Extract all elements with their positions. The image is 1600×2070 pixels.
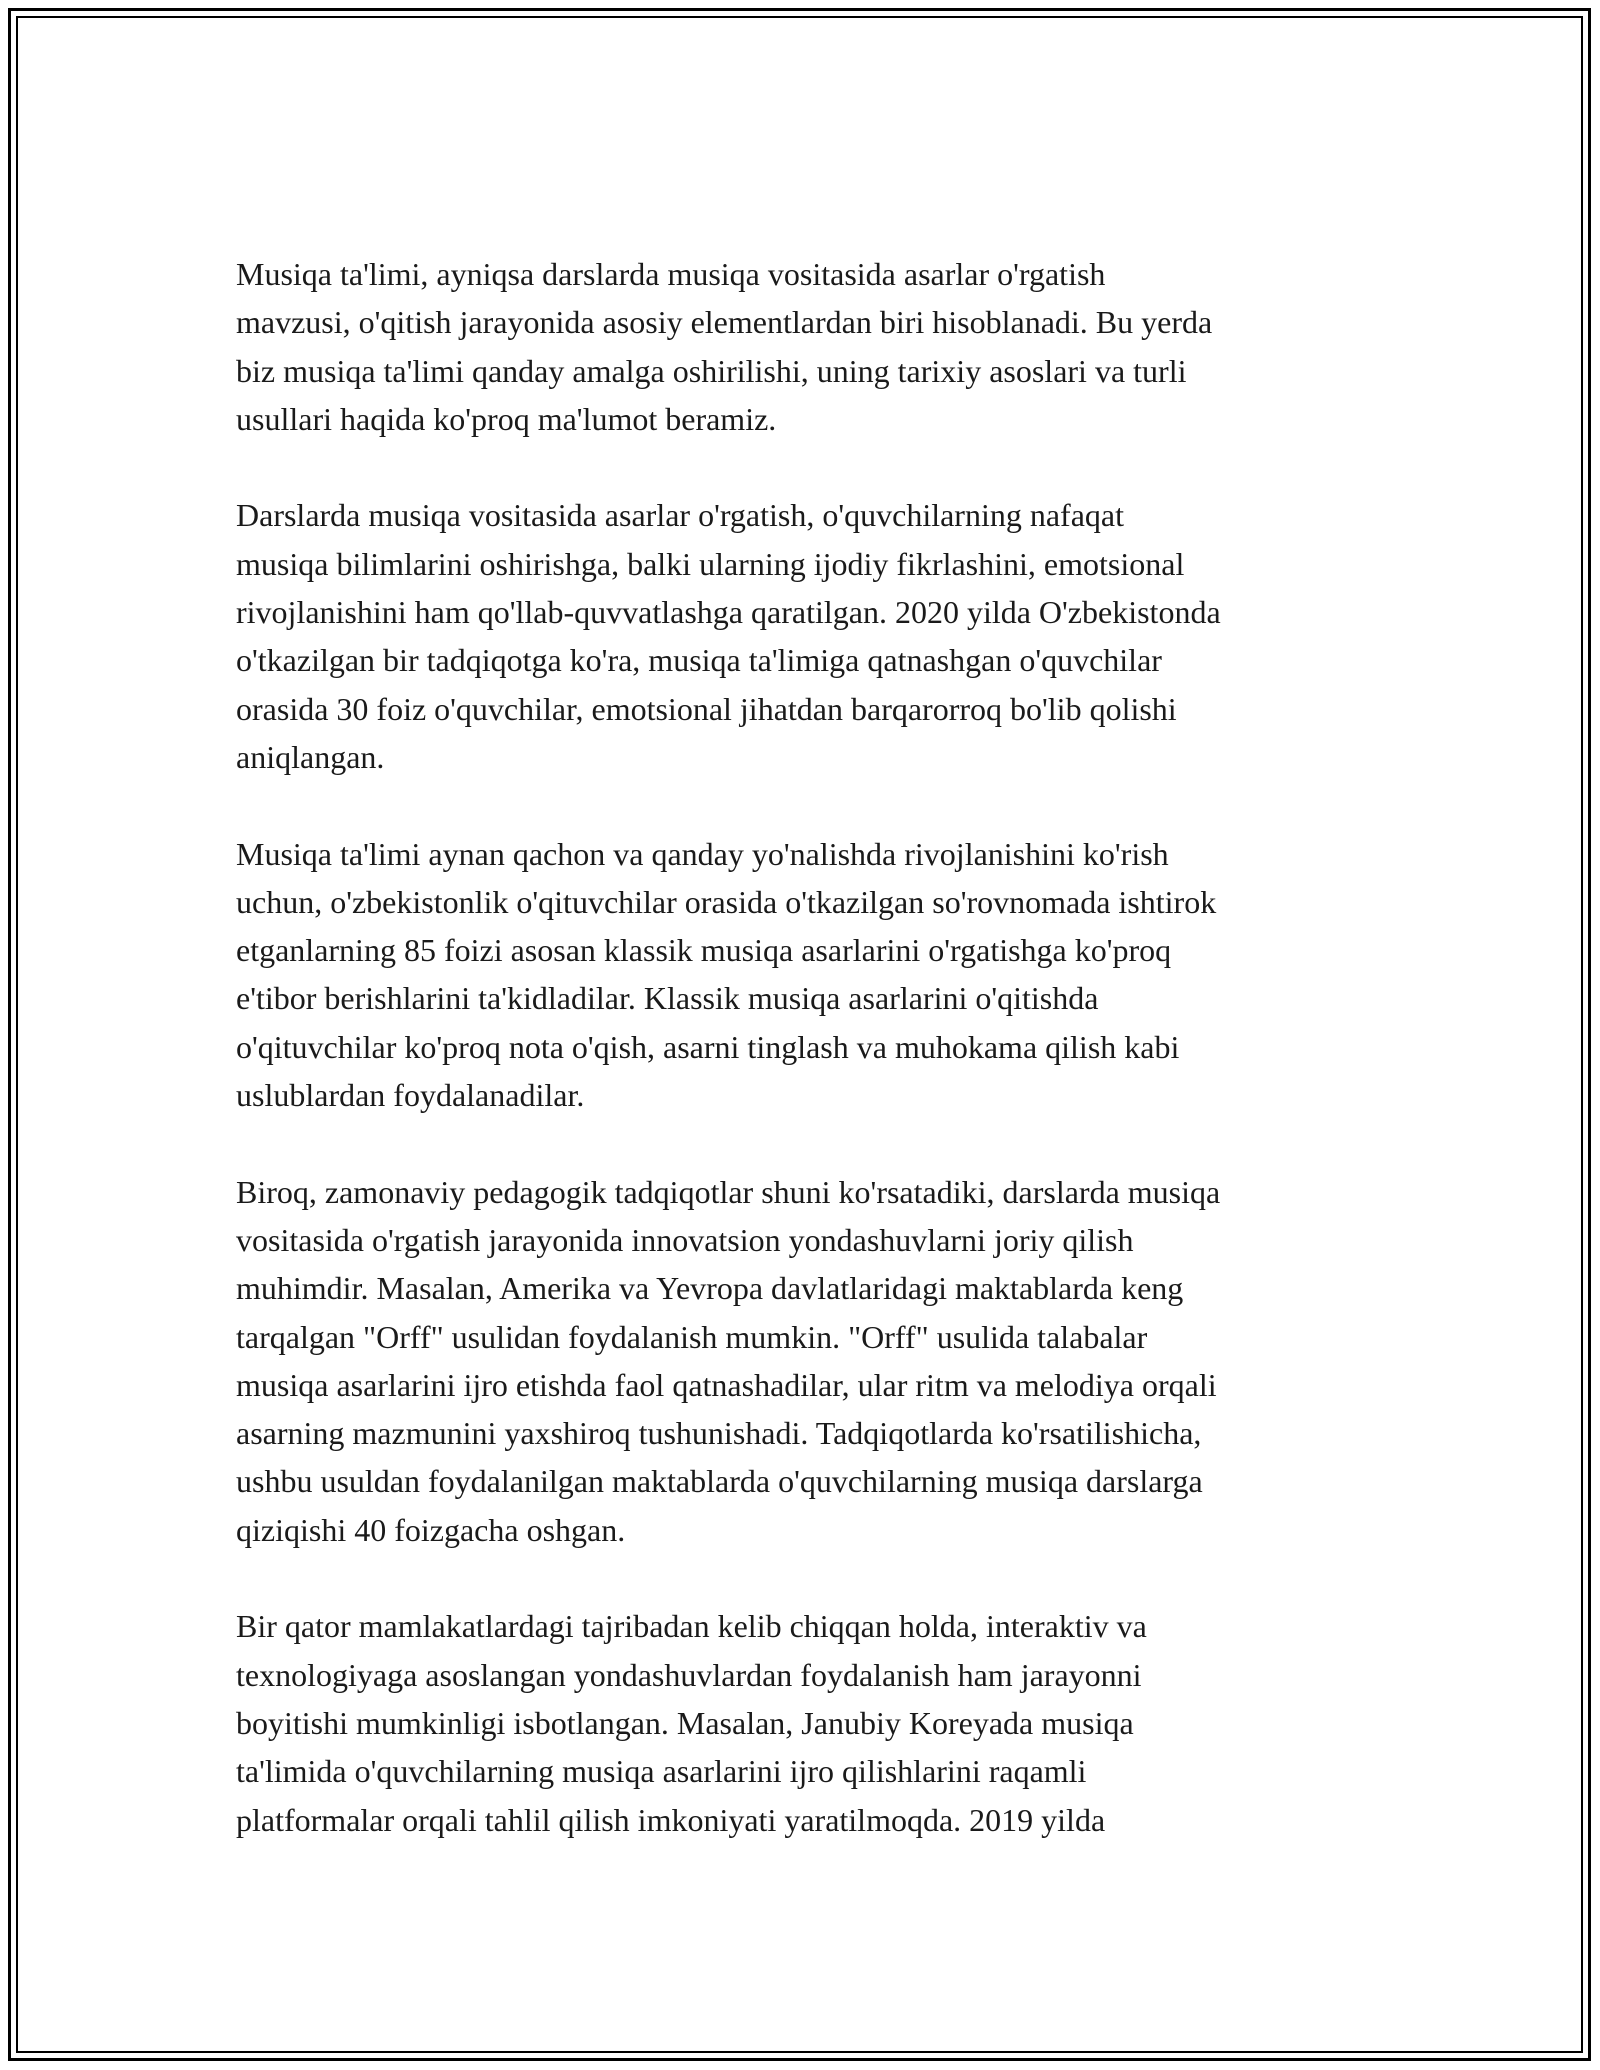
paragraph-4: Biroq, zamonaviy pedagogik tadqiqotlar shuni ko'rsatadiki, darslarda musiqa vositasida o'rgatish jarayonida innovatsion yondashuvlarni joriy qilish muhimdir. Masalan, Amerika va Yevropa davlatlaridagi maktablarda keng tarqalgan "Orff" usulidan foydalanish mumkin. "Orff" usulida talabalar musiqa asarlarini ijro etishda faol qatnashadilar, ular ritm va melodiya orqali asarning mazmunini yaxshiroq tushunishadi. Tadqiqotlarda ko'rsatilishicha, ushbu usuldan foydalanilgan maktablarda o'quvchilarning musiqa darslarga qiziqishi 40 foizgacha oshgan. (236, 1173, 1221, 1548)
paragraph-5: Bir qator mamlakatlardagi tajribadan kelib chiqqan holda, interaktiv va texnologiyaga asoslangan yondashuvlardan foydalanish ham jarayonni boyitishi mumkinligi isbotlangan. Masalan, Janubiy Koreyada musiqa ta'limida o'quvchilarning musiqa asarlarini ijro qilishlarini raqamli platformalar orqali tahlil qilish imkoniyati yaratilmoqda. 2019 yilda (236, 1608, 1147, 1838)
document-body (236, 250, 1366, 1892)
paragraph-2: Darslarda musiqa vositasida asarlar o'rgatish, o'quvchilarning nafaqat musiqa bilimlarini oshirishga, balki ularning ijodiy fikrlashini, emotsional rivojlanishini ham qo'llab-quvvatlashga qaratilgan. 2020 yilda O'zbekistonda o'tkazilgan bir tadqiqotga ko'ra, musiqa ta'limiga qatnashgan o'quvchilar orasida 30 foiz o'quvchilar, emotsional jihatdan barqarorroq bo'lib qolishi aniqlangan. (236, 497, 1221, 775)
paragraph-3: Musiqa ta'limi aynan qachon va qanday yo'nalishda rivojlanishini ko'rish uchun, o'zbekistonlik o'qituvchilar orasida o'tkazilgan so'rovnomada ishtirok etganlarning 85 foizi asosan klassik musiqa asarlarini o'rgatishga ko'proq e'tibor berishlarini ta'kidladilar. Klassik musiqa asarlarini o'qitishda o'qituvchilar ko'proq nota o'qish, asarni tinglash va muhokama qilish kabi uslublardan foydalanadilar. (236, 835, 1217, 1114)
paragraph-1: Musiqa ta'limi, ayniqsa darslarda musiqa vositasida asarlar o'rgatish mavzusi, o'qitish jarayonida asosiy elementlardan biri hisoblanadi. Bu yerda biz musiqa ta'limi qanday amalga oshirilishi, uning tarixiy asoslari va turli usullari haqida ko'proq ma'lumot beramiz. (236, 256, 1213, 437)
